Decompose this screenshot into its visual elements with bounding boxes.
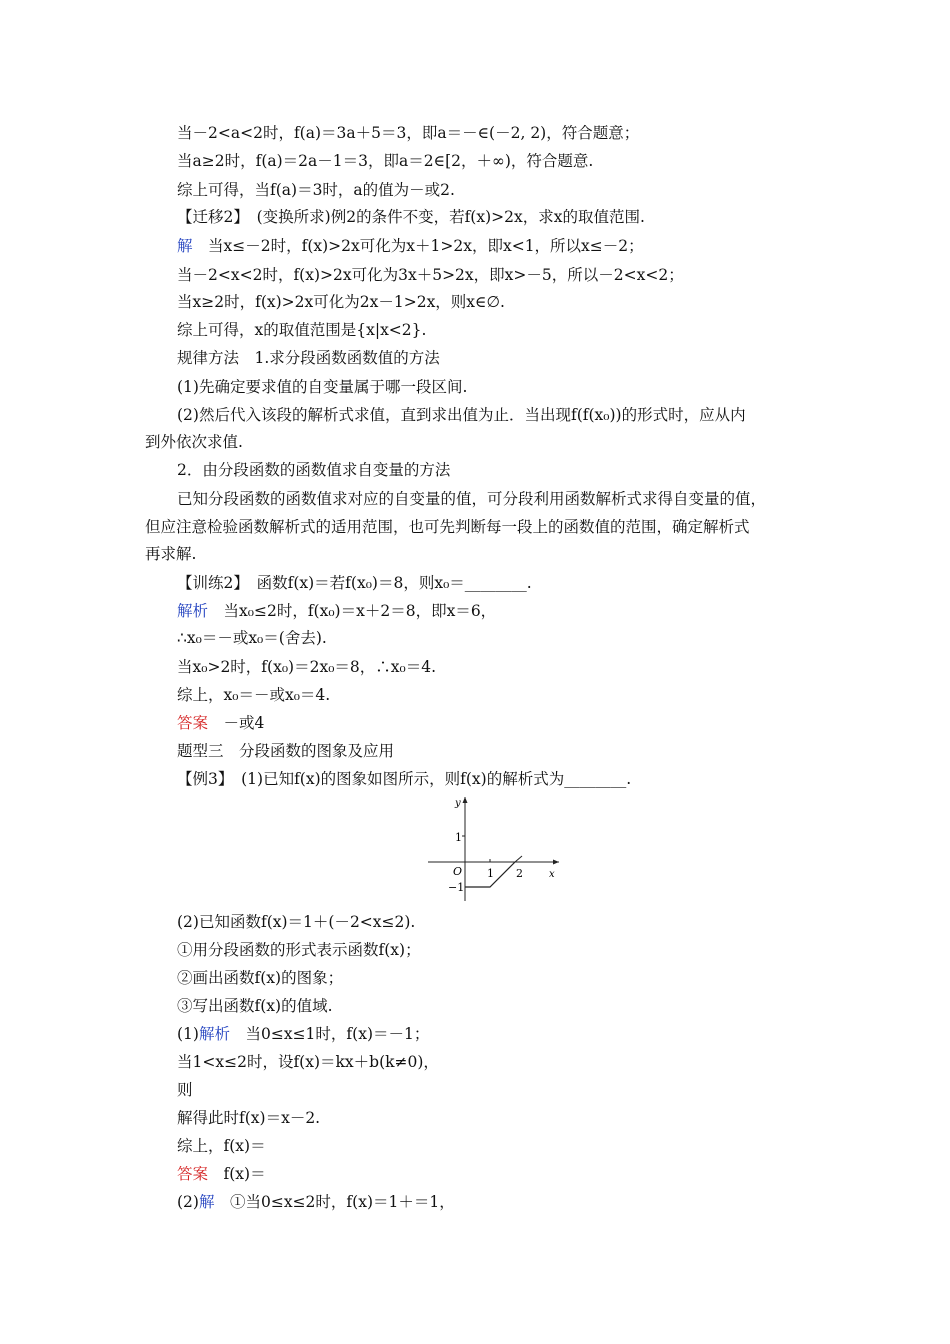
text-line: (2)然后代入该段的解析式求值，直到求出值为止．当出现f(f(x₀))的形式时，应从内 [177, 406, 746, 424]
answer-label: 答案 [177, 714, 209, 732]
text-line: 当－2<a<2时，f(a)＝3a＋5＝3，即a＝－∈(－2, 2)，符合题意； [177, 124, 640, 142]
text-line: 解得此时f(x)＝x－2. [177, 1109, 321, 1127]
analysis-label: 解析 [177, 602, 209, 620]
text-line: 综上可得，当f(a)＝3时，a的值为－或2. [177, 181, 455, 199]
point-2-pointer [515, 856, 522, 862]
text-line: 当x≥2时，f(x)>2x可化为2x－1>2x，则x∈∅. [177, 293, 505, 311]
text-line: 但应注意检验函数解析式的适用范围，也可先判断每一段上的函数值的范围，确定解析式 [145, 518, 750, 536]
function-graph-figure [425, 793, 560, 903]
text-line: 已知分段函数的函数值求对应的自变量的值，可分段利用函数解析式求得自变量的值， [177, 490, 767, 508]
text-line: 当a≥2时，f(a)＝2a－1＝3，即a＝2∈[2，＋∞)，符合题意. [177, 152, 594, 170]
text-line: 答案 －或4 [177, 714, 265, 732]
text-line: ②画出函数f(x)的图象； [177, 969, 344, 987]
answer-label: 答案 [177, 1165, 209, 1183]
text-line: 当－2<x<2时，f(x)>2x可化为3x＋5>2x，即x>－5，所以－2<x<2； [177, 266, 684, 284]
method-heading: 规律方法 1.求分段函数函数值的方法 [177, 349, 440, 367]
x-axis-arrow [553, 860, 559, 865]
section-heading: 题型三 分段函数的图象及应用 [177, 742, 395, 760]
solution-label: 解 [177, 237, 193, 255]
text-line: ③写出函数f(x)的值域. [177, 997, 333, 1015]
heading-example-3: 【例3】 (1)已知f(x)的图象如图所示，则f(x)的解析式为________. [177, 770, 632, 788]
text-line: 综上，x₀＝－或x₀＝4. [177, 686, 331, 704]
text-line: ∴x₀＝－或x₀＝(舍去). [177, 629, 327, 647]
y-tick-label-1: 1 [455, 831, 462, 844]
heading-practice-2: 【训练2】 函数f(x)＝若f(x₀)＝8，则x₀＝________. [177, 574, 532, 592]
text-line: 再求解. [145, 545, 197, 563]
text-line: 综上，f(x)＝ [177, 1137, 266, 1155]
x-axis-label: x [549, 869, 555, 880]
y-tick-label-neg1: −1 [448, 881, 465, 894]
text-line: (2)已知函数f(x)＝1＋(－2<x≤2). [177, 913, 416, 931]
analysis-label: 解析 [198, 1025, 230, 1043]
text-line: 当1<x≤2时，设f(x)＝kx＋b(k≠0)， [177, 1053, 439, 1071]
y-axis-label: y [455, 798, 461, 809]
text-line: 答案 f(x)＝ [177, 1165, 266, 1183]
x-tick-label-2: 2 [516, 867, 523, 880]
x-tick-label-1: 1 [487, 867, 494, 880]
text-line: 到外依次求值. [145, 433, 243, 451]
text-line: 综上可得，x的取值范围是{x|x<2}. [177, 321, 427, 339]
text-line: ①用分段函数的形式表示函数f(x)； [177, 941, 421, 959]
y-axis-arrow [463, 797, 468, 803]
text-line: 2．由分段函数的函数值求自变量的方法 [177, 461, 451, 479]
text-line: 则 [177, 1081, 193, 1099]
text-line: 解析 当x₀≤2时，f(x₀)＝x＋2＝8，即x＝6， [177, 602, 497, 620]
text-line: 当x₀>2时，f(x₀)＝2x₀＝8，∴x₀＝4. [177, 658, 437, 676]
text-line: 解 当x≤－2时，f(x)>2x可化为x＋1>2x，即x<1，所以x≤－2； [177, 237, 644, 255]
heading-transfer-2: 【迁移2】 (变换所求)例2的条件不变，若f(x)>2x，求x的取值范围. [177, 208, 645, 226]
solution-label: 解 [198, 1193, 215, 1211]
text-line: (1)解析 当0≤x≤1时，f(x)＝－1； [177, 1025, 430, 1043]
origin-label: O [453, 865, 463, 878]
text-line: (2)解 ①当0≤x≤2时，f(x)＝1＋＝1， [177, 1193, 455, 1211]
text-line: (1)先确定要求值的自变量属于哪一段区间. [177, 378, 468, 396]
